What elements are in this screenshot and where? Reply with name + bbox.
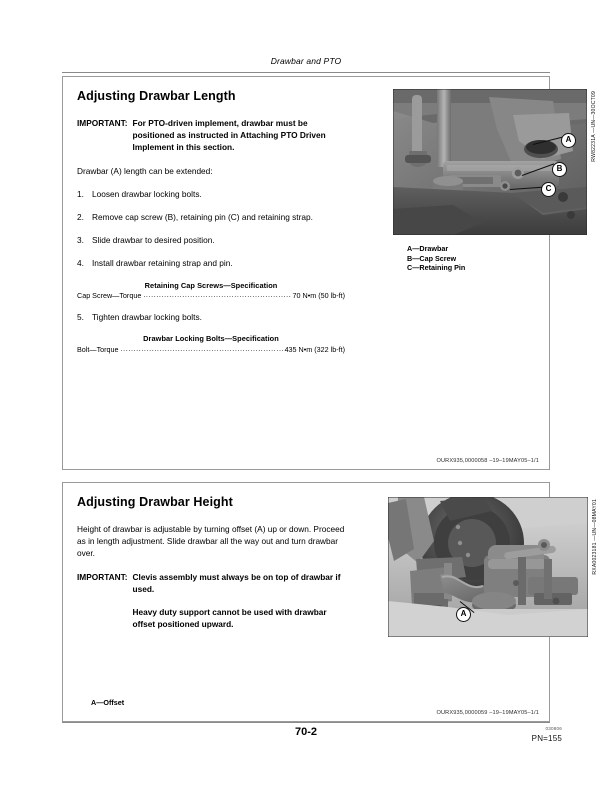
list-item	[77, 211, 345, 223]
running-header-title: Drawbar and PTO	[270, 56, 342, 66]
photo-credit-length: RW82231A —UN—30OCT09	[591, 91, 597, 162]
step-number: 4.	[77, 258, 84, 269]
important-label: IMPORTANT:	[77, 571, 128, 582]
list-item	[77, 188, 345, 200]
page-number: 70-2	[294, 726, 318, 738]
photo-drawbar-underside	[393, 89, 587, 235]
length-text-column	[77, 89, 345, 365]
step-text: Install drawbar retaining strap and pin.	[92, 258, 233, 269]
spec-name: Cap Screw—Torque	[77, 291, 142, 301]
spec-row	[77, 345, 345, 354]
important-note-pto	[77, 117, 345, 154]
important-note-clevis	[77, 571, 345, 631]
important-text-heavy-duty: Heavy duty support cannot be used with drawbar offset positioned upward.	[132, 607, 327, 630]
spec-title: Drawbar Locking Bolts—Specification	[143, 334, 279, 344]
footer-revision-code: 030806	[545, 726, 562, 731]
spec-value: 70 N•m (50 lb-ft)	[292, 291, 345, 301]
page-title-adjusting-drawbar-height: Adjusting Drawbar Height	[77, 495, 233, 509]
list-item	[77, 311, 345, 323]
step-number: 5.	[77, 312, 84, 323]
list-item	[77, 234, 345, 246]
specification-retaining-cap-screws	[77, 281, 345, 301]
spec-dot-leader	[143, 290, 290, 299]
figure-drawbar-height	[388, 497, 588, 637]
callout-c: C	[541, 182, 556, 197]
page-running-header	[62, 52, 550, 73]
height-intro-text: Height of drawbar is adjustable by turning offset (A) up or down. Proceed as in length adjustment. Slide drawbar all the way out and turn drawbar over.	[77, 524, 345, 559]
callout-a: A	[561, 133, 576, 148]
specification-drawbar-locking-bolts	[77, 334, 345, 354]
footer-pn-code: PN=155	[531, 734, 562, 743]
legend-item-b: B—Cap Screw	[407, 253, 457, 263]
step-text: Loosen drawbar locking bolts.	[92, 188, 202, 199]
important-text-clevis: Clevis assembly must always be on top of drawbar if used.	[132, 571, 341, 594]
important-label: IMPORTANT:	[77, 118, 128, 128]
section-adjusting-drawbar-height	[62, 482, 598, 722]
photo-drawbar-offset	[388, 497, 588, 637]
figure-legend-height: A—Offset	[91, 698, 125, 707]
callout-b: B	[552, 162, 567, 177]
figure-drawbar-length	[393, 89, 587, 273]
photo-illustration	[388, 497, 588, 637]
step-number: 2.	[77, 212, 84, 223]
section-footer-code-height: OURX935,0000059 –19–19MAY05–1/1	[436, 710, 539, 716]
footer-divider	[62, 722, 550, 723]
step-number: 1.	[77, 188, 84, 199]
step-text: Tighten drawbar locking bolts.	[92, 312, 202, 323]
spec-value: 435 N•m (322 lb-ft)	[284, 344, 345, 354]
photo-credit-height: RXA0023181 —UN—08MAY01	[592, 499, 598, 575]
length-intro-text: Drawbar (A) length can be extended:	[77, 165, 213, 176]
step-text: Remove cap screw (B), retaining pin (C) and retaining strap.	[92, 212, 313, 223]
legend-item-a: A—Drawbar	[407, 244, 449, 253]
spec-dot-leader	[121, 344, 283, 353]
section-footer-code-length: OURX935,0000058 –19–19MAY05–1/1	[436, 458, 539, 464]
section-adjusting-drawbar-length	[62, 76, 597, 470]
height-text-column	[77, 495, 345, 641]
legend-item-c: C—Retaining Pin	[407, 263, 466, 273]
spec-row	[77, 291, 345, 300]
spec-title: Retaining Cap Screws—Specification	[144, 280, 278, 290]
spec-name: Bolt—Torque	[77, 344, 119, 354]
callout-a-offset: A	[456, 607, 471, 622]
list-item	[77, 257, 345, 269]
step-text: Slide drawbar to desired position.	[92, 235, 215, 246]
page-title-adjusting-drawbar-length: Adjusting Drawbar Length	[77, 89, 236, 103]
important-text: For PTO-driven implement, drawbar must be positioned as instructed in Attaching PTO Driven Implement in this section.	[132, 118, 326, 153]
figure-legend-length	[393, 244, 587, 273]
step-number: 3.	[77, 235, 84, 246]
